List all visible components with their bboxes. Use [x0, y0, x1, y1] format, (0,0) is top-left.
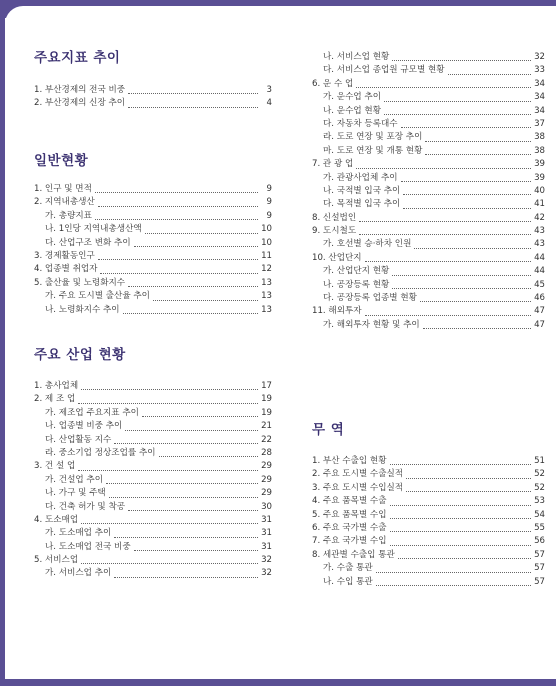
toc-subentry[interactable]: [312, 91, 545, 104]
dot-leader: [401, 127, 531, 128]
entry-label: 4. 도소매업: [34, 514, 79, 525]
dot-leader: [425, 154, 531, 155]
toc-entry[interactable]: [312, 535, 545, 548]
dot-leader: [359, 234, 531, 235]
entry-label: 7. 관 광 업: [312, 159, 354, 170]
page-number: 54: [534, 509, 545, 520]
entry-label: 마. 도로 연장 및 개통 현황: [323, 145, 423, 156]
page-number: 42: [534, 212, 545, 223]
toc-subentry[interactable]: [312, 198, 545, 211]
entry-label: 1. 인구 및 면적: [34, 183, 92, 194]
page-number: 13: [261, 304, 272, 315]
toc-subentry[interactable]: [312, 319, 545, 332]
page-number: 57: [534, 549, 545, 560]
entry-label: 4. 업종별 취업자: [34, 264, 98, 275]
toc-entry[interactable]: [34, 393, 272, 406]
entry-list: [34, 84, 272, 111]
dot-leader: [356, 168, 531, 169]
dot-leader: [376, 572, 531, 573]
entry-label: 5. 출산율 및 노령화지수: [34, 277, 126, 288]
toc-subentry[interactable]: [312, 265, 545, 278]
dot-leader: [406, 491, 531, 492]
page-number: 44: [534, 252, 545, 263]
entry-label: 3. 경제활동인구: [34, 250, 95, 261]
entry-label: 다. 산업구조 변화 추이: [45, 237, 131, 248]
dot-leader: [390, 545, 531, 546]
dot-leader: [78, 403, 258, 404]
entry-label: 2. 부산경제의 신장 추이: [34, 98, 126, 109]
dot-leader: [81, 523, 258, 524]
entry-label: 6. 운 수 업: [312, 78, 354, 89]
toc-entry[interactable]: [312, 225, 545, 238]
toc-section: [34, 149, 272, 317]
toc-entry[interactable]: [312, 158, 545, 171]
entry-label: 5. 주요 품목별 수입: [312, 509, 387, 520]
bottom-border: [0, 679, 556, 686]
toc-section: [34, 46, 272, 111]
dot-leader: [384, 101, 531, 102]
toc-entry[interactable]: [34, 554, 272, 567]
dot-leader: [392, 275, 531, 276]
toc-subentry[interactable]: [312, 145, 545, 158]
page-number: 34: [534, 92, 545, 103]
entry-label: 나. 공장등록 현황: [323, 279, 390, 290]
page-number: 9: [266, 210, 272, 221]
dot-leader: [390, 464, 531, 465]
entry-label: 가. 운수업 추이: [323, 92, 382, 103]
entry-label: 다. 서비스업 종업원 규모별 현황: [323, 65, 445, 76]
page-number: 13: [261, 291, 272, 302]
dot-leader: [98, 206, 258, 207]
page-number: 32: [534, 51, 545, 62]
toc-subentry[interactable]: [34, 567, 272, 580]
page-number: 46: [534, 293, 545, 304]
page-number: 38: [534, 132, 545, 143]
toc-page: [5, 6, 556, 679]
entry-label: 나. 운수업 현황: [323, 105, 382, 116]
entry-label: 다. 자동차 등록대수: [323, 118, 398, 129]
toc-subentry[interactable]: [34, 223, 272, 236]
dot-leader: [134, 246, 258, 247]
dot-leader: [403, 194, 531, 195]
page-number: 47: [534, 319, 545, 330]
dot-leader: [406, 478, 531, 479]
entry-label: 다. 공장등록 업종별 현황: [323, 293, 417, 304]
entry-label: 1. 부산 수출입 현황: [312, 455, 387, 466]
page-number: 52: [534, 469, 545, 480]
dot-leader: [403, 208, 531, 209]
toc-subentry[interactable]: [34, 290, 272, 303]
toc-section: [312, 418, 545, 589]
toc-subentry[interactable]: [312, 172, 545, 185]
page-number: 56: [534, 536, 545, 547]
toc-subentry[interactable]: [34, 237, 272, 250]
dot-leader: [153, 300, 258, 301]
page-number: 39: [534, 172, 545, 183]
entry-label: 나. 서비스업 현황: [323, 51, 390, 62]
page-number: 29: [261, 488, 272, 499]
entry-label: 가. 주요 도시별 출산율 추이: [45, 291, 150, 302]
page-number: 31: [261, 541, 272, 552]
entry-label: 가. 제조업 주요지표 추이: [45, 407, 139, 418]
dot-leader: [81, 389, 258, 390]
toc-entry[interactable]: [34, 460, 272, 473]
dot-leader: [356, 87, 531, 88]
dot-leader: [390, 505, 531, 506]
page-number: 47: [534, 306, 545, 317]
dot-leader: [390, 531, 531, 532]
entry-label: 가. 호선별 승·하차 인원: [323, 239, 412, 250]
entry-label: 나. 가구 및 주택: [45, 488, 106, 499]
dot-leader: [128, 107, 258, 108]
toc-entry[interactable]: [34, 183, 272, 196]
page-number: 55: [534, 522, 545, 533]
toc-subentry[interactable]: [312, 279, 545, 292]
entry-label: 가. 산업단지 현황: [323, 266, 390, 277]
toc-section: [312, 51, 545, 332]
page-number: 34: [534, 78, 545, 89]
dot-leader: [423, 328, 531, 329]
dot-leader: [142, 416, 258, 417]
dot-leader: [109, 497, 258, 498]
toc-entry[interactable]: [312, 482, 545, 495]
toc-entry[interactable]: [34, 250, 272, 263]
toc-entry[interactable]: [34, 97, 272, 110]
entry-label: 나. 1인당 지역내총생산액: [45, 224, 142, 235]
dot-leader: [425, 141, 531, 142]
page-number: 44: [534, 266, 545, 277]
entry-label: 11. 해외투자: [312, 306, 362, 317]
page-number: 19: [261, 394, 272, 405]
dot-leader: [95, 192, 258, 193]
toc-subentry[interactable]: [312, 238, 545, 251]
page-number: 13: [261, 277, 272, 288]
dot-leader: [128, 93, 258, 94]
entry-label: 1. 부산경제의 전국 비중: [34, 84, 126, 95]
toc-entry[interactable]: [312, 252, 545, 265]
toc-subentry[interactable]: [312, 105, 545, 118]
entry-label: 2. 제 조 업: [34, 394, 76, 405]
dot-leader: [123, 313, 258, 314]
entry-label: 5. 서비스업: [34, 555, 79, 566]
entry-label: 나. 업종별 비중 추이: [45, 421, 123, 432]
page-number: 41: [534, 199, 545, 210]
entry-list: [312, 51, 545, 332]
page-number: 32: [261, 555, 272, 566]
page-number: 21: [261, 421, 272, 432]
page-number: 32: [261, 568, 272, 579]
page-number: 43: [534, 239, 545, 250]
entry-label: 나. 노령화지수 추이: [45, 304, 120, 315]
dot-leader: [376, 585, 531, 586]
toc-entry[interactable]: [312, 549, 545, 562]
entry-label: 다. 목적별 입국 추이: [323, 199, 401, 210]
toc-subentry[interactable]: [34, 474, 272, 487]
toc-subentry[interactable]: [34, 501, 272, 514]
page-number: 29: [261, 461, 272, 472]
dot-leader: [384, 114, 531, 115]
section-title: 주요 산업 현황: [34, 347, 126, 363]
toc-entry[interactable]: [34, 196, 272, 209]
toc-subentry[interactable]: [34, 527, 272, 540]
dot-leader: [128, 510, 258, 511]
dot-leader: [106, 483, 258, 484]
toc-subentry[interactable]: [34, 541, 272, 554]
dot-leader: [392, 288, 531, 289]
entry-label: 다. 건축 허가 및 착공: [45, 501, 126, 512]
toc-entry[interactable]: [312, 495, 545, 508]
page-number: 9: [266, 183, 272, 194]
dot-leader: [414, 248, 531, 249]
dot-leader: [359, 221, 531, 222]
dot-leader: [81, 563, 258, 564]
dot-leader: [98, 259, 258, 260]
entry-label: 8. 신설법인: [312, 212, 357, 223]
section-title: 일반현황: [34, 153, 89, 169]
toc-entry[interactable]: [312, 78, 545, 91]
dot-leader: [114, 577, 258, 578]
entry-label: 3. 건 설 업: [34, 461, 76, 472]
toc-section: [34, 343, 272, 581]
page-number: 19: [261, 407, 272, 418]
toc-subentry[interactable]: [34, 210, 272, 223]
page-number: 57: [534, 576, 545, 587]
page-number: 3: [266, 84, 272, 95]
toc-entry[interactable]: [34, 263, 272, 276]
page-number: 22: [261, 434, 272, 445]
toc-entry[interactable]: [312, 509, 545, 522]
page-number: 52: [534, 482, 545, 493]
entry-label: 가. 서비스업 추이: [45, 568, 112, 579]
page-number: 38: [534, 145, 545, 156]
toc-entry[interactable]: [312, 468, 545, 481]
toc-subentry[interactable]: [34, 420, 272, 433]
toc-subentry[interactable]: [312, 562, 545, 575]
entry-label: 1. 총사업체: [34, 380, 79, 391]
page-number: 45: [534, 279, 545, 290]
toc-subentry[interactable]: [34, 487, 272, 500]
entry-list: [34, 183, 272, 317]
page-number: 10: [261, 224, 272, 235]
page-number: 57: [534, 563, 545, 574]
entry-label: 나. 수입 통관: [323, 576, 373, 587]
dot-leader: [78, 470, 258, 471]
dot-leader: [114, 537, 258, 538]
entry-label: 가. 총량지표: [45, 210, 92, 221]
page-number: 11: [261, 250, 272, 261]
entry-label: 2. 지역내총생산: [34, 197, 95, 208]
dot-leader: [365, 261, 531, 262]
dot-leader: [448, 74, 531, 75]
dot-leader: [95, 219, 258, 220]
toc-entry[interactable]: [34, 84, 272, 97]
toc-subentry[interactable]: [312, 131, 545, 144]
toc-entry[interactable]: [34, 380, 272, 393]
dot-leader: [392, 60, 531, 61]
entry-list: [312, 455, 545, 589]
page-number: 31: [261, 514, 272, 525]
toc-entry[interactable]: [34, 277, 272, 290]
page-number: 31: [261, 528, 272, 539]
entry-label: 가. 수출 통관: [323, 563, 373, 574]
dot-leader: [125, 430, 258, 431]
dot-leader: [134, 550, 258, 551]
dot-leader: [365, 315, 531, 316]
entry-label: 나. 국적별 입국 추이: [323, 185, 401, 196]
dot-leader: [114, 443, 258, 444]
dot-leader: [390, 518, 531, 519]
entry-label: 가. 도소매업 추이: [45, 528, 112, 539]
entry-label: 9. 도시철도: [312, 226, 357, 237]
entry-label: 가. 해외투자 현황 및 추이: [323, 319, 420, 330]
page-number: 9: [266, 197, 272, 208]
entry-label: 8. 세관별 수출입 통관: [312, 549, 395, 560]
entry-label: 라. 중소기업 정상조업률 추이: [45, 447, 156, 458]
page-number: 53: [534, 496, 545, 507]
dot-leader: [420, 301, 531, 302]
toc-subentry[interactable]: [312, 118, 545, 131]
page-number: 51: [534, 455, 545, 466]
page-number: 17: [261, 380, 272, 391]
section-title: 무 역: [312, 422, 345, 438]
page-number: 29: [261, 474, 272, 485]
entry-label: 가. 관광사업체 추이: [323, 172, 398, 183]
toc-entry[interactable]: [34, 514, 272, 527]
entry-label: 다. 산업활동 지수: [45, 434, 112, 445]
entry-label: 4. 주요 품목별 수출: [312, 496, 387, 507]
toc-entry[interactable]: [312, 212, 545, 225]
entry-label: 10. 산업단지: [312, 252, 362, 263]
entry-label: 가. 건설업 추이: [45, 474, 104, 485]
section-title: 주요지표 추이: [34, 50, 121, 66]
toc-subentry[interactable]: [312, 64, 545, 77]
dot-leader: [159, 456, 258, 457]
entry-label: 7. 주요 국가별 수입: [312, 536, 387, 547]
toc-entry[interactable]: [312, 522, 545, 535]
dot-leader: [398, 558, 531, 559]
page-number: 33: [534, 65, 545, 76]
toc-entry[interactable]: [312, 455, 545, 468]
entry-label: 라. 도로 연장 및 포장 추이: [323, 132, 423, 143]
entry-label: 2. 주요 도시별 수출실적: [312, 469, 404, 480]
page-number: 28: [261, 447, 272, 458]
toc-subentry[interactable]: [34, 407, 272, 420]
toc-subentry[interactable]: [34, 434, 272, 447]
toc-subentry[interactable]: [34, 304, 272, 317]
page-number: 37: [534, 118, 545, 129]
toc-subentry[interactable]: [312, 292, 545, 305]
dot-leader: [401, 181, 531, 182]
entry-label: 나. 도소매업 전국 비중: [45, 541, 131, 552]
toc-entry[interactable]: [312, 305, 545, 318]
page-number: 30: [261, 501, 272, 512]
toc-subentry[interactable]: [312, 185, 545, 198]
toc-subentry[interactable]: [34, 447, 272, 460]
page-number: 43: [534, 226, 545, 237]
dot-leader: [145, 233, 258, 234]
page-number: 12: [261, 264, 272, 275]
page-number: 39: [534, 159, 545, 170]
dot-leader: [100, 273, 258, 274]
entry-label: 3. 주요 도시별 수입실적: [312, 482, 404, 493]
page-number: 40: [534, 185, 545, 196]
dot-leader: [128, 286, 258, 287]
entry-label: 6. 주요 국가별 수출: [312, 522, 387, 533]
toc-subentry[interactable]: [312, 576, 545, 589]
page-number: 10: [261, 237, 272, 248]
page-number: 34: [534, 105, 545, 116]
toc-subentry[interactable]: [312, 51, 545, 64]
entry-list: [34, 380, 272, 581]
page-number: 4: [266, 98, 272, 109]
